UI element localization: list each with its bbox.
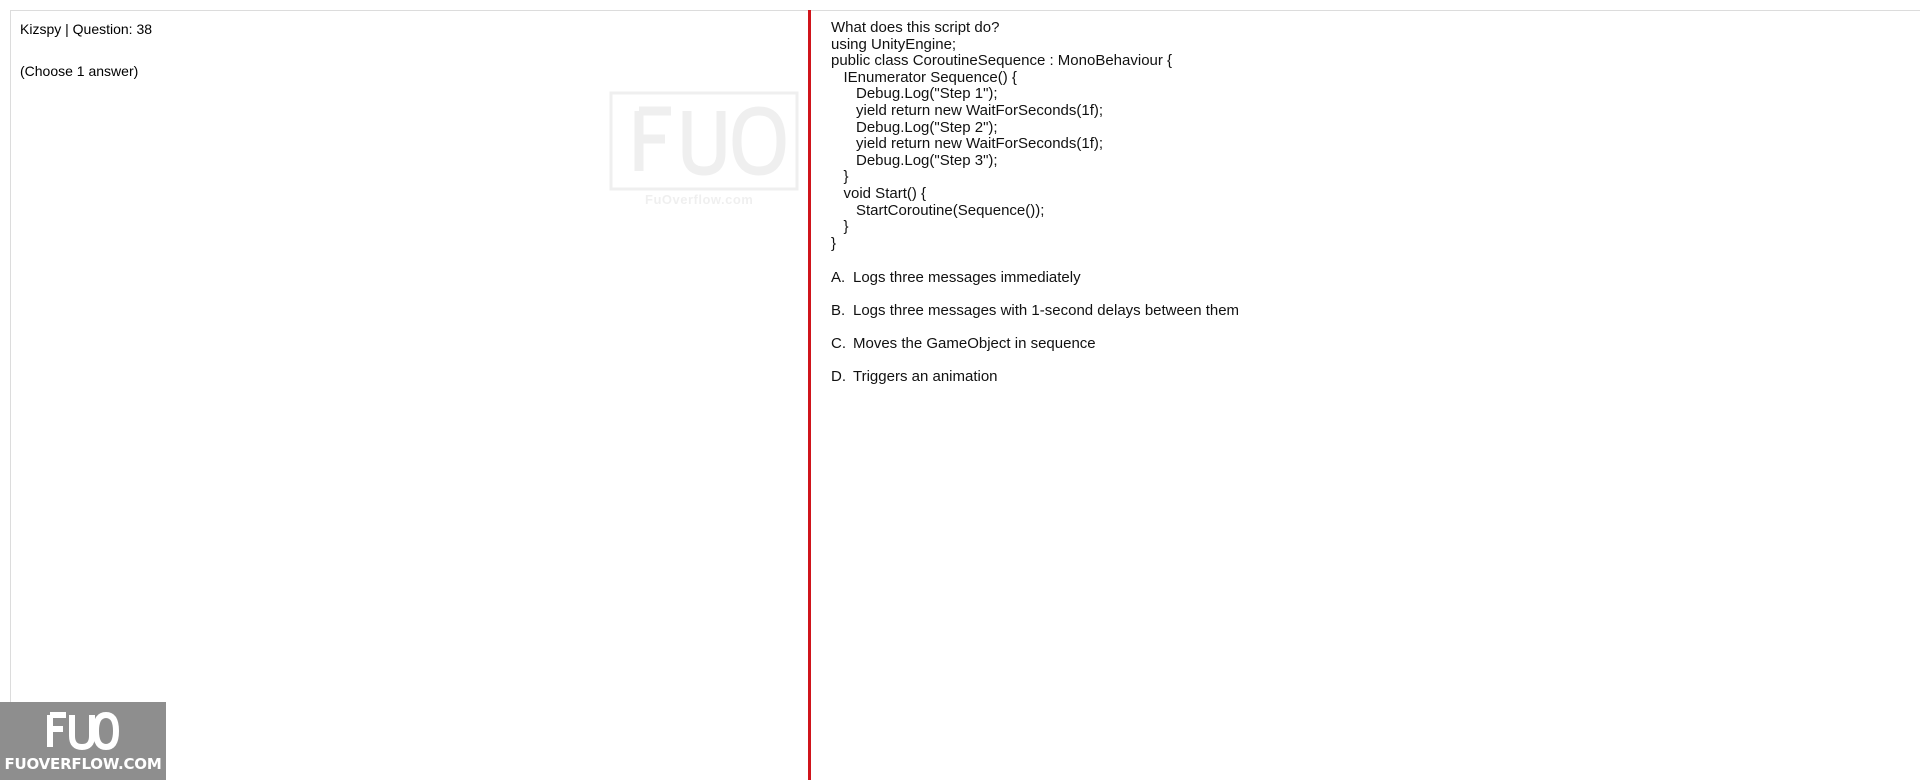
right-pane <box>811 11 1920 780</box>
code-line: } <box>831 218 849 236</box>
ghost-watermark <box>609 91 799 211</box>
answer-instruction: (Choose 1 answer) <box>20 63 139 79</box>
fuoverflow-watermark-badge <box>0 702 166 780</box>
question-header: Kizspy | Question: 38 <box>20 21 153 37</box>
option-letter: B. <box>831 302 846 319</box>
fuo-logo-icon <box>46 712 120 750</box>
ghost-logo-icon <box>609 91 799 191</box>
option-text: Moves the GameObject in sequence <box>853 335 1096 352</box>
code-line: Debug.Log("Step 2"); <box>831 118 998 136</box>
code-line: } <box>831 234 837 252</box>
answer-options <box>831 269 1239 401</box>
code-line: yield return new WaitForSeconds(1f); <box>831 101 1104 119</box>
ghost-watermark-text: FuOverflow.com <box>645 192 754 207</box>
option-text: Triggers an animation <box>853 368 998 385</box>
code-line: } <box>831 168 849 186</box>
option-a[interactable] <box>831 269 1239 302</box>
code-line: public class CoroutineSequence : MonoBehaviour { <box>831 52 1173 70</box>
option-letter: D. <box>831 368 846 385</box>
option-b[interactable] <box>831 302 1239 335</box>
option-letter: A. <box>831 269 846 286</box>
question-prompt: What does this script do? <box>831 19 1000 36</box>
code-line: StartCoroutine(Sequence()); <box>831 201 1045 219</box>
code-line: void Start() { <box>831 184 927 202</box>
code-line: using UnityEngine; <box>831 35 957 53</box>
option-letter: C. <box>831 335 846 352</box>
option-text: Logs three messages immediately <box>853 269 1081 286</box>
option-c[interactable] <box>831 335 1239 368</box>
question-body <box>831 20 1172 252</box>
left-pane <box>11 11 808 780</box>
code-line: yield return new WaitForSeconds(1f); <box>831 135 1104 153</box>
watermark-site-text: FUOVERFLOW.COM <box>4 755 162 773</box>
code-line: Debug.Log("Step 1"); <box>831 85 998 103</box>
option-text: Logs three messages with 1-second delays between them <box>853 302 1240 319</box>
code-line: Debug.Log("Step 3"); <box>831 151 998 169</box>
option-d[interactable] <box>831 368 1239 401</box>
code-line: IEnumerator Sequence() { <box>831 68 1017 86</box>
